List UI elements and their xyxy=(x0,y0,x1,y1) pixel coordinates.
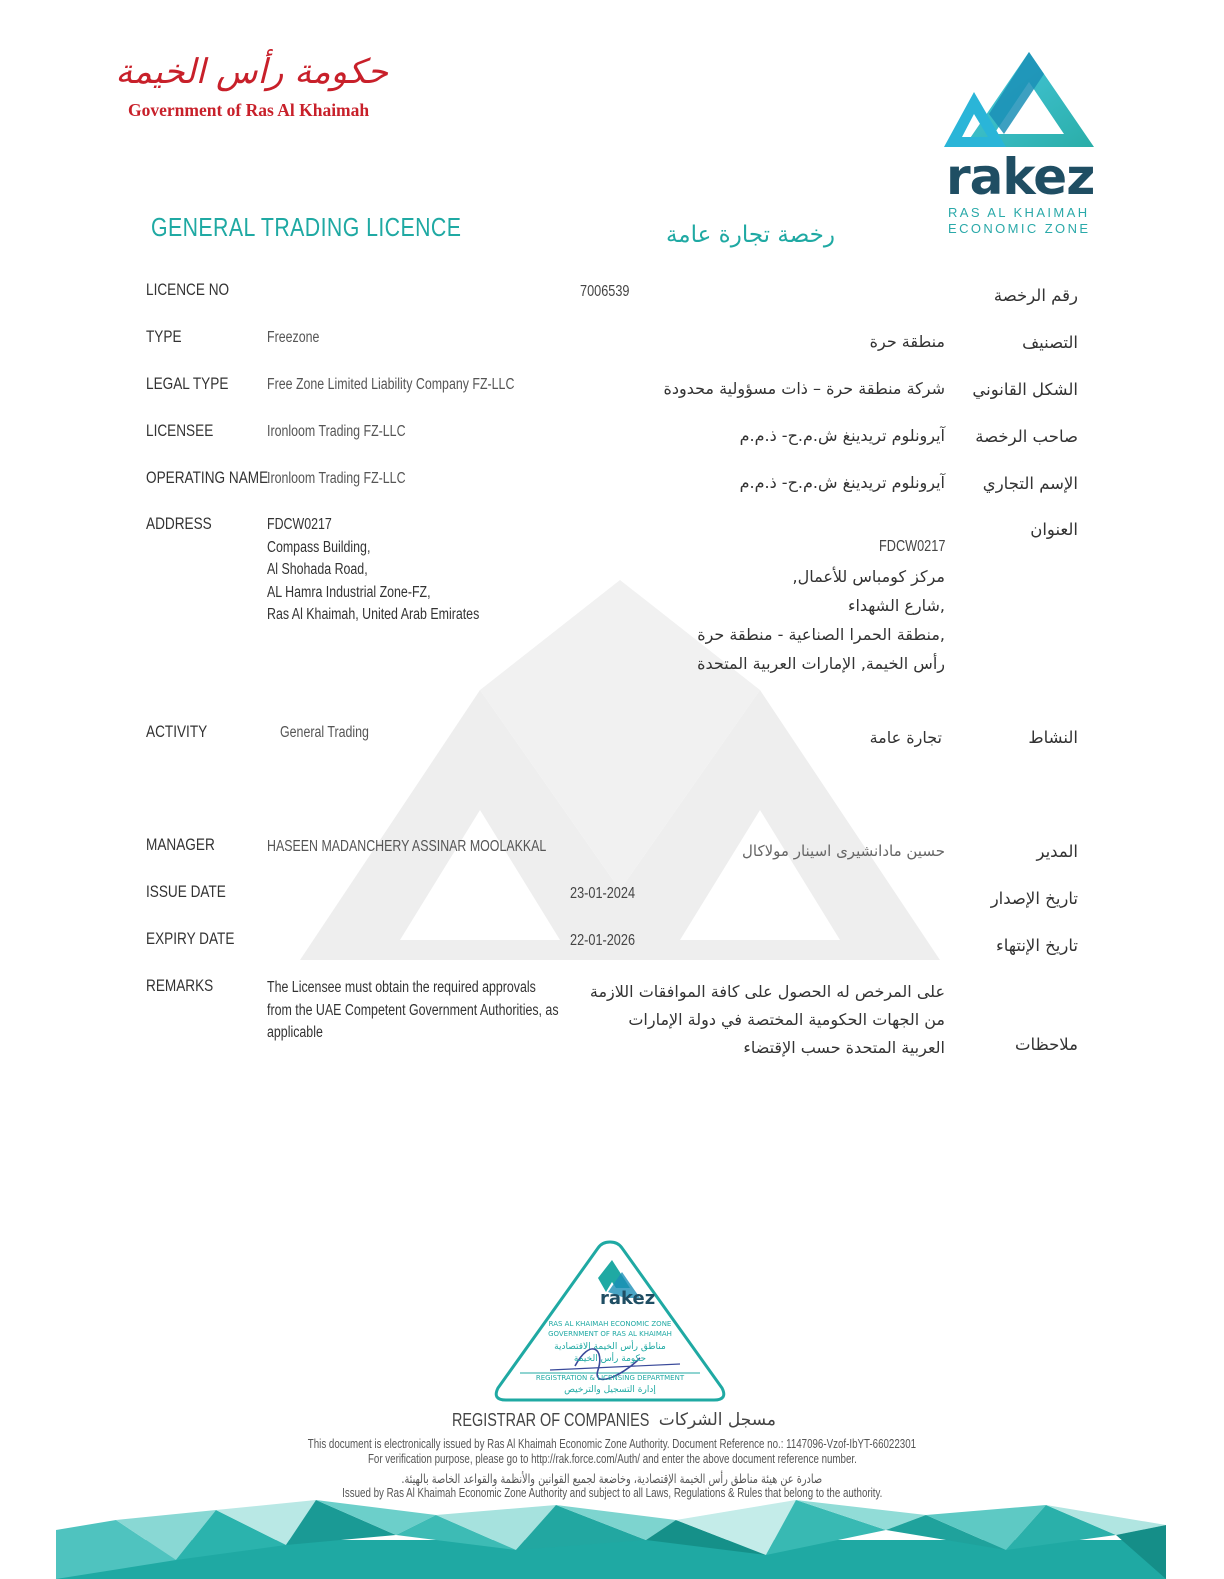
address-line: AL Hamra Industrial Zone-FZ, xyxy=(267,583,431,601)
remarks-label-ar: ملاحظات xyxy=(1015,1035,1078,1054)
licence-no-label-ar: رقم الرخصة xyxy=(993,286,1078,305)
decorative-band-icon xyxy=(56,1500,1166,1579)
registrar-title-ar: مسجل الشركات xyxy=(658,1410,776,1430)
activity-label: ACTIVITY xyxy=(146,722,208,741)
expiry-date-label-ar: تاريخ الإنتهاء xyxy=(995,936,1078,955)
government-logo-arabic: حكومة رأس الخيمة xyxy=(115,52,388,92)
remarks-value xyxy=(267,977,559,1045)
issue-date-value: 23-01-2024 xyxy=(570,885,636,902)
address-line-ar: مركز كومباس للأعمال, xyxy=(792,567,945,586)
operating-name-label: OPERATING NAME xyxy=(146,468,269,487)
remarks-line: The Licensee must obtain the required approvals xyxy=(267,979,536,996)
address-label: ADDRESS xyxy=(146,514,212,533)
licensee-value: Ironloom Trading FZ-LLC xyxy=(267,423,406,440)
stamp-line6: إدارة التسجيل والترخيص xyxy=(564,1385,656,1395)
licence-no-label: LICENCE NO xyxy=(146,280,230,299)
expiry-date-label: EXPIRY DATE xyxy=(146,929,235,948)
address-code-ar: FDCW0217 xyxy=(879,538,946,555)
type-label: TYPE xyxy=(146,327,182,346)
legal-type-label: LEGAL TYPE xyxy=(146,374,229,393)
activity-label-ar: النشاط xyxy=(1028,728,1078,747)
legal-type-label-ar: الشكل القانوني xyxy=(972,380,1078,399)
address-label-ar: العنوان xyxy=(1030,520,1078,539)
licence-title-english: GENERAL TRADING LICENCE xyxy=(151,212,462,242)
licensee-label: LICENSEE xyxy=(146,421,214,440)
address-line: Ras Al Khaimah, United Arab Emirates xyxy=(267,606,480,623)
footer-line1-text: This document is electronically issued by Ras Al Khaimah Economic Zone Authority. Document Reference no.: 1147096-Vzof-IbYT-66022301 xyxy=(307,1437,917,1451)
activity-value: General Trading xyxy=(280,724,369,741)
address-line-ar: رأس الخيمة, الإمارات العربية المتحدة xyxy=(697,654,945,673)
licensee-value-ar: آيرونلوم تريدينغ ش.م.ح- ذ.م.م xyxy=(739,426,945,445)
address-line: FDCW0217 xyxy=(267,516,332,533)
stamp-line4: حكومة رأس الخيمة xyxy=(573,1354,647,1364)
remarks-line-ar: على المرخص له الحصول على كافة الموافقات اللازمة xyxy=(589,982,945,1001)
rakez-subtitle-line2: ECONOMIC ZONE xyxy=(948,221,1091,236)
issue-date-label-ar: تاريخ الإصدار xyxy=(990,889,1078,908)
operating-name-value-ar: آيرونلوم تريدينغ ش.م.ح- ذ.م.م xyxy=(739,473,945,492)
legal-type-value-ar: شركة منطقة حرة – ذات مسؤولية محدودة xyxy=(663,379,945,398)
remarks-value-ar xyxy=(570,978,945,1062)
remarks-line: applicable xyxy=(267,1024,323,1041)
address-line: Compass Building, xyxy=(267,538,371,556)
registration-stamp xyxy=(490,1238,730,1406)
stamp-line2: GOVERNMENT OF RAS AL KHAIMAH xyxy=(548,1330,672,1338)
type-value: Freezone xyxy=(267,329,320,346)
type-label-ar: التصنيف xyxy=(1022,333,1078,352)
remarks-line-ar: العربية المتحدة حسب الإقتضاء xyxy=(743,1038,945,1057)
manager-label: MANAGER xyxy=(146,835,215,854)
registrar-title: REGISTRAR OF COMPANIES xyxy=(452,1410,650,1430)
remarks-line: from the UAE Competent Government Authorities, as xyxy=(267,1001,559,1019)
licence-title-arabic: رخصة تجارة عامة xyxy=(665,222,835,248)
remarks-label: REMARKS xyxy=(146,976,214,995)
address-value xyxy=(267,514,479,627)
footer-line4 xyxy=(0,1486,1224,1500)
operating-name-value: Ironloom Trading FZ-LLC xyxy=(267,470,406,487)
licensee-label-ar: صاحب الرخصة xyxy=(975,427,1078,446)
remarks-line-ar: من الجهات الحكومية المختصة في دولة الإمارات xyxy=(628,1010,945,1029)
footer-line2 xyxy=(0,1452,1224,1466)
stamp-wordmark: rakez xyxy=(600,1288,656,1309)
footer-line2-text: For verification purpose, please go to http://rak.force.com/Auth/ and enter the above document reference number. xyxy=(367,1452,857,1466)
footer-line3-ar-text: صادرة عن هيئة مناطق رأس الخيمة الإقتصادية، وخاضعة لجميع القوانين والأنظمة والقواعد الخاصة بالهيئة. xyxy=(401,1471,823,1486)
rakez-subtitle-line1: RAS AL KHAIMAH xyxy=(948,205,1090,220)
stamp-line3: مناطق رأس الخيمة الاقتصادية xyxy=(554,1342,666,1352)
address-line-ar: ,شارع الشهداء xyxy=(847,596,945,615)
type-value-ar: منطقة حرة xyxy=(869,332,945,351)
legal-type-value: Free Zone Limited Liability Company FZ-LLC xyxy=(267,376,515,393)
footer-line3-ar xyxy=(0,1471,1224,1486)
manager-label-ar: المدير xyxy=(1036,842,1078,861)
activity-value-ar: تجارة عامة xyxy=(869,728,942,747)
address-line-ar: ,منطقة الحمرا الصناعية - منطقة حرة xyxy=(697,625,945,644)
stamp-line1: RAS AL KHAIMAH ECONOMIC ZONE xyxy=(548,1320,672,1328)
address-line: Al Shohada Road, xyxy=(267,561,368,578)
licence-no-value: 7006539 xyxy=(580,283,630,300)
manager-value: HASEEN MADANCHERY ASSINAR MOOLAKKAL xyxy=(267,838,547,855)
address-value-ar xyxy=(620,562,945,678)
issue-date-label: ISSUE DATE xyxy=(146,882,226,901)
footer-line1 xyxy=(0,1437,1224,1451)
rakez-wordmark: rakez xyxy=(946,148,1095,206)
government-logo-english: Government of Ras Al Khaimah xyxy=(128,100,370,120)
footer-line4-text: Issued by Ras Al Khaimah Economic Zone Authority and subject to all Laws, Regulations & Rules that belong to the authority. xyxy=(341,1486,883,1500)
expiry-date-value: 22-01-2026 xyxy=(570,932,636,949)
rakez-logo-icon xyxy=(944,52,1094,162)
stamp-line5: REGISTRATION & LICENSING DEPARTMENT xyxy=(535,1374,685,1382)
manager-value-ar: حسين مادانشيرى اسينار مولاكال xyxy=(741,842,945,860)
operating-name-label-ar: الإسم التجاري xyxy=(982,474,1078,493)
